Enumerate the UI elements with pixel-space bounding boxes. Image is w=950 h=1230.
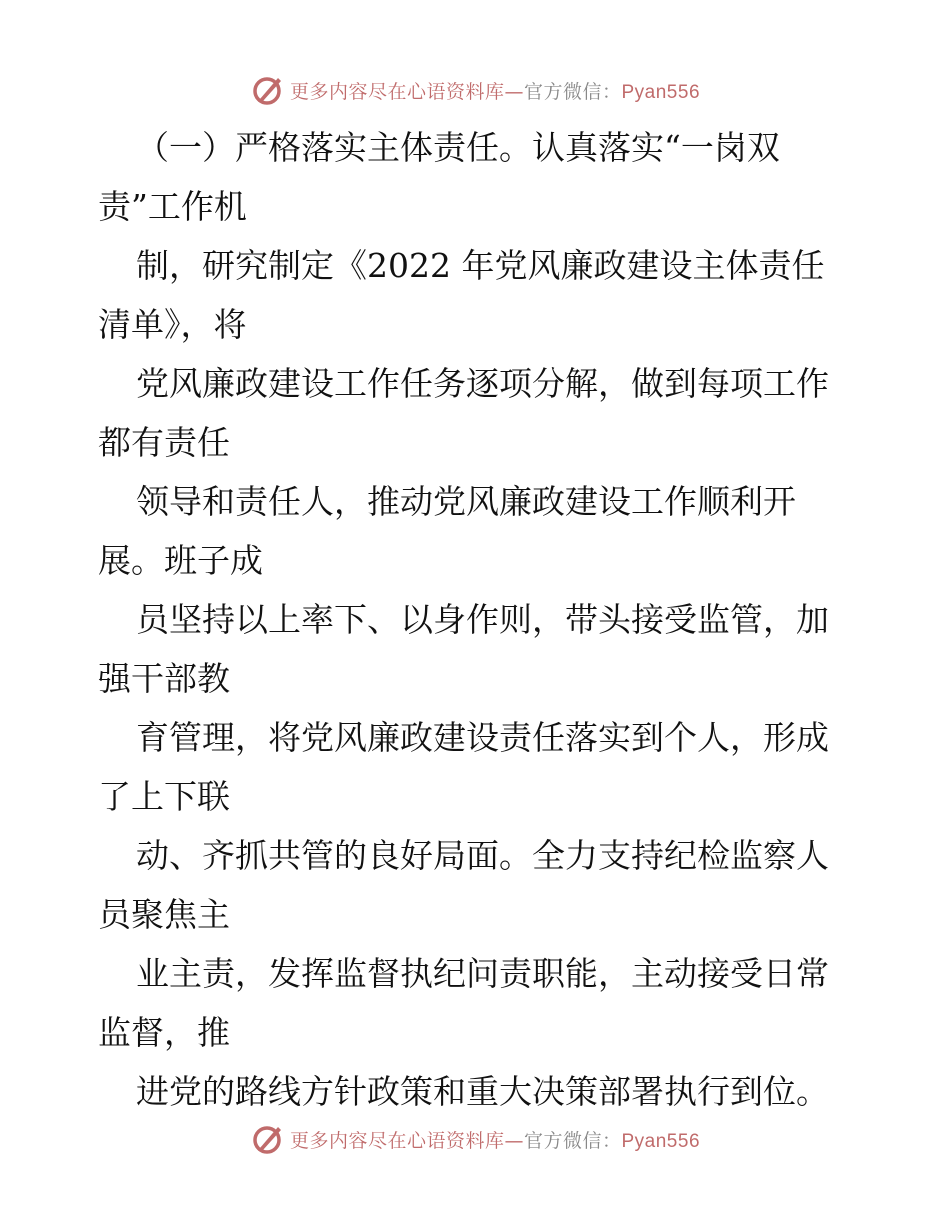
body-line: 监督，推 <box>98 1013 230 1052</box>
body-line: 制，研究制定《2022 年党风廉政建设主体责任 <box>136 246 825 285</box>
body-line: 领导和责任人，推动党风廉政建设工作顺利开 <box>136 482 796 521</box>
body-line: 清单》，将 <box>98 305 247 344</box>
watermark-text <box>290 77 700 104</box>
header-watermark <box>0 70 950 110</box>
body-line: 育管理，将党风廉政建设责任落实到个人，形成 <box>136 718 829 757</box>
watermark-site: 更多内容尽在心语资料库 <box>289 1129 505 1152</box>
watermark-site: 更多内容尽在心语资料库 <box>289 80 505 103</box>
body-line: 员坚持以上率下、以身作则，带头接受监管，加 <box>136 600 829 639</box>
body-line: 员聚焦主 <box>98 895 230 934</box>
watermark-text <box>290 1126 700 1153</box>
watermark-wechat-id: Pyan556 <box>621 1130 701 1152</box>
body-line: 都有责任 <box>98 423 230 462</box>
body-line: （一）严格落实主体责任。认真落实“一岗双 <box>136 128 780 167</box>
body-line: 党风廉政建设工作任务逐项分解，做到每项工作 <box>136 364 829 403</box>
footer-watermark <box>0 1119 950 1159</box>
watermark-wechat-id: Pyan556 <box>621 81 701 103</box>
quill-logo-icon <box>250 1121 286 1157</box>
watermark-dash: — <box>504 1129 524 1152</box>
watermark-dash: — <box>504 80 524 103</box>
watermark-official: 官方微信： <box>523 80 622 103</box>
body-line: 业主责，发挥监督执纪问责职能，主动接受日常 <box>136 954 829 993</box>
body-paragraph <box>98 118 868 1121</box>
body-line: 了上下联 <box>98 777 230 816</box>
body-line: 展。班子成 <box>98 541 263 580</box>
body-line: 强干部教 <box>98 659 230 698</box>
watermark-official: 官方微信： <box>523 1129 622 1152</box>
body-line: 进党的路线方针政策和重大决策部署执行到位。 <box>136 1072 829 1111</box>
body-line: 责”工作机 <box>98 187 247 226</box>
quill-logo-icon <box>250 72 286 108</box>
body-line: 动、齐抓共管的良好局面。全力支持纪检监察人 <box>136 836 829 875</box>
